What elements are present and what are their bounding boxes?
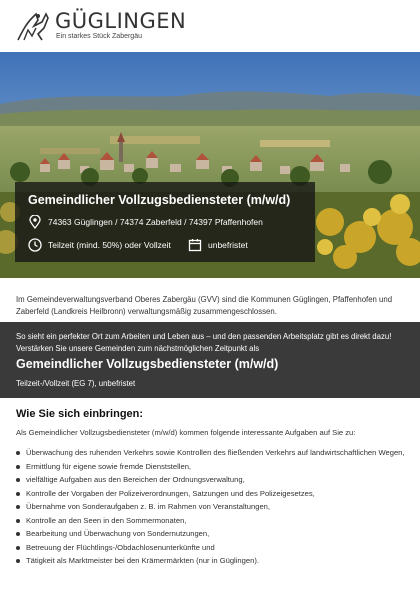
tasks-list	[16, 447, 406, 569]
tasks-heading: Wie Sie sich einbringen:	[16, 408, 144, 420]
job-term: unbefristet	[208, 240, 248, 250]
list-item: Kontrolle an den Seen in den Sommermonaten,	[16, 515, 406, 526]
list-item: Tätigkeit als Marktmeister bei den Krämermärkten (nur in Güglingen).	[16, 555, 406, 566]
list-item: Ermittlung für eigene sowie fremde Dienststellen,	[16, 461, 406, 472]
job-summary-card	[15, 182, 315, 262]
tasks-intro: Als Gemeindlicher Vollzugsbediensteter (m/w/d) kommen folgende interessante Aufgaben auf Sie zu:	[16, 428, 356, 437]
hero-image	[0, 52, 420, 278]
logo-title: GÜGLINGEN	[55, 9, 187, 33]
calendar-icon	[188, 238, 202, 252]
list-item: Bearbeitung und Überwachung von Sondernutzungen,	[16, 528, 406, 539]
list-item: Betreuung der Flüchtlings-/Obdachlosenunterkünfte und	[16, 542, 406, 553]
intro-paragraph: Im Gemeindeverwaltungsverband Oberes Zabergäu (GVV) sind die Kommunen Güglingen, Pfaffenhofen und Zaberfeld (Landkreis Heilbronn) verwaltungsmäßig zusammengeschlossen.	[16, 295, 393, 316]
job-hours: Teilzeit (mind. 50%) oder Vollzeit	[48, 240, 171, 250]
band-job-title: Gemeindlicher Vollzugsbediensteter (m/w/d)	[16, 357, 279, 371]
highlight-band	[0, 322, 420, 398]
list-item: vielfältige Aufgaben aus den Bereichen der Ordnungsverwaltung,	[16, 474, 406, 485]
logo-emblem-icon	[16, 10, 52, 42]
list-item: Kontrolle der Vorgaben der Polizeiverordnungen, Satzungen und des Polizeigesetzes,	[16, 488, 406, 499]
location-pin-icon	[28, 215, 42, 229]
list-item: Überwachung des ruhenden Verkehrs sowie Kontrollen des fließenden Verkehrs auf landwirtschaftlichen Wegen,	[16, 447, 406, 458]
job-location: 74363 Güglingen / 74374 Zaberfeld / 74397 Pfaffenhofen	[48, 217, 263, 227]
logo-subtitle: Ein starkes Stück Zabergäu	[56, 33, 142, 40]
list-item: Übernahme von Sonderaufgaben z. B. im Rahmen von Veranstaltungen,	[16, 501, 406, 512]
header	[0, 0, 420, 52]
clock-icon	[28, 238, 42, 252]
job-title: Gemeindlicher Vollzugsbediensteter (m/w/d)	[28, 193, 291, 207]
band-job-subtitle: Teilzeit-/Vollzeit (EG 7), unbefristet	[16, 379, 136, 388]
band-lead-text: So sieht ein perfekter Ort zum Arbeiten und Leben aus – und den passenden Arbeitsplatz gibt es direkt dazu! Verstärken Sie unsere Gemeinden zum nächstmöglichen Zeitpunkt als	[16, 332, 392, 353]
